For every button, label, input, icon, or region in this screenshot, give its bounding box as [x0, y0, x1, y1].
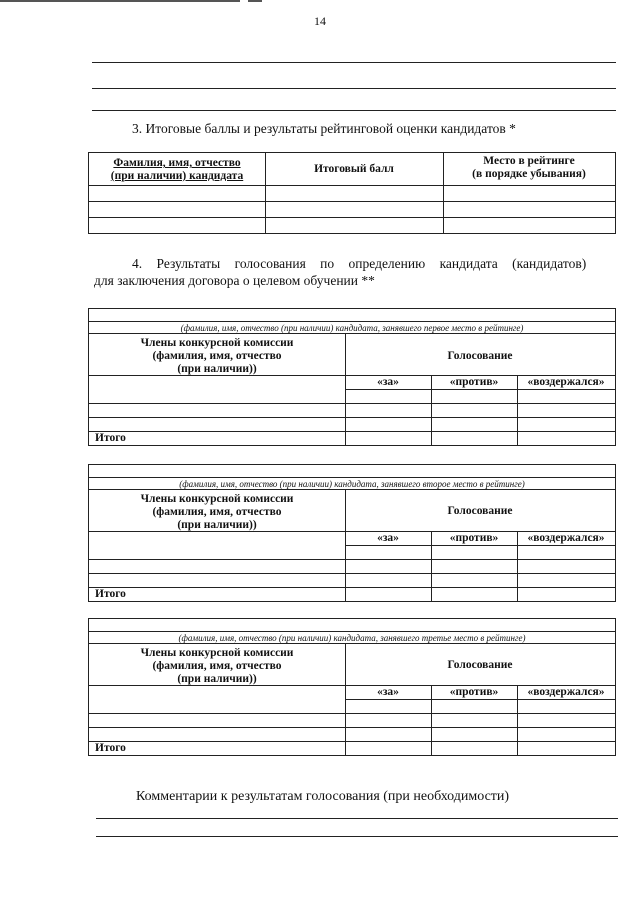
row-divider [89, 643, 615, 644]
candidate-caption: (фамилия, имя, отчество (при наличии) кандидата, занявшего второе место в рейтинге) [179, 479, 525, 489]
total-label: Итого [95, 742, 126, 754]
row-divider [89, 333, 615, 334]
row-divider [89, 573, 615, 574]
column-header-rank: Место в рейтинге (в порядке убывания) [472, 155, 586, 180]
vote-for-header: «за» [377, 376, 399, 388]
row-divider [89, 741, 615, 742]
voting-header: Голосование [447, 350, 513, 362]
vote-for-header: «за» [377, 686, 399, 698]
vote-for-header: «за» [377, 532, 399, 544]
vote-abstain-header: «воздержался» [527, 532, 605, 544]
row-divider [89, 587, 615, 588]
vote-table-second-place [88, 464, 616, 602]
members-header: Члены конкурсной комиссии (фамилия, имя, отчество (при наличии)) [140, 337, 294, 375]
row-divider [89, 713, 615, 714]
section-4-heading-line2: для заключения договора о целевом обучении ** [94, 273, 375, 288]
row-divider [345, 389, 615, 390]
row-divider [89, 727, 615, 728]
blank-line [92, 110, 616, 111]
blank-line [92, 62, 616, 63]
row-divider [89, 217, 615, 218]
column-header-candidate: Фамилия, имя, отчество (при наличии) кандидата [110, 157, 244, 182]
vote-abstain-header: «воздержался» [527, 686, 605, 698]
row-divider [89, 477, 615, 478]
scan-edge-mark [248, 0, 262, 2]
row-divider [89, 631, 615, 632]
row-divider [89, 417, 615, 418]
comments-label: Комментарии к результатам голосования (при необходимости) [136, 789, 510, 804]
scan-edge-mark [0, 0, 240, 2]
vote-against-header: «против» [449, 376, 499, 388]
section-4-heading-line1: 4. Результаты голосования по определению кандидата (кандидатов) [132, 256, 587, 271]
comment-line [96, 836, 618, 837]
vote-against-header: «против» [449, 686, 499, 698]
row-divider [89, 489, 615, 490]
candidate-caption: (фамилия, имя, отчество (при наличии) кандидата, занявшего первое место в рейтинге) [180, 323, 524, 333]
page-number: 14 [314, 14, 326, 28]
row-divider [89, 431, 615, 432]
total-label: Итого [95, 432, 126, 444]
row-divider [89, 321, 615, 322]
vote-against-header: «против» [449, 532, 499, 544]
row-divider [89, 201, 615, 202]
column-header-score: Итоговый балл [314, 163, 394, 175]
vote-abstain-header: «воздержался» [527, 376, 605, 388]
vote-table-third-place [88, 618, 616, 756]
section-3-heading: 3. Итоговые баллы и результаты рейтинговой оценки кандидатов * [132, 121, 516, 136]
blank-line [92, 88, 616, 89]
total-label: Итого [95, 588, 126, 600]
candidate-caption: (фамилия, имя, отчество (при наличии) кандидата, занявшего третье место в рейтинге) [178, 633, 526, 643]
voting-header: Голосование [447, 659, 513, 671]
members-header: Члены конкурсной комиссии (фамилия, имя, отчество (при наличии)) [140, 647, 294, 685]
row-divider [89, 403, 615, 404]
row-divider [345, 545, 615, 546]
row-divider [89, 185, 615, 186]
members-header: Члены конкурсной комиссии (фамилия, имя, отчество (при наличии)) [140, 493, 294, 531]
row-divider [89, 559, 615, 560]
vote-table-first-place [88, 308, 616, 446]
comment-line [96, 818, 618, 819]
row-divider [345, 699, 615, 700]
voting-header: Голосование [447, 505, 513, 517]
rating-table [88, 152, 616, 234]
